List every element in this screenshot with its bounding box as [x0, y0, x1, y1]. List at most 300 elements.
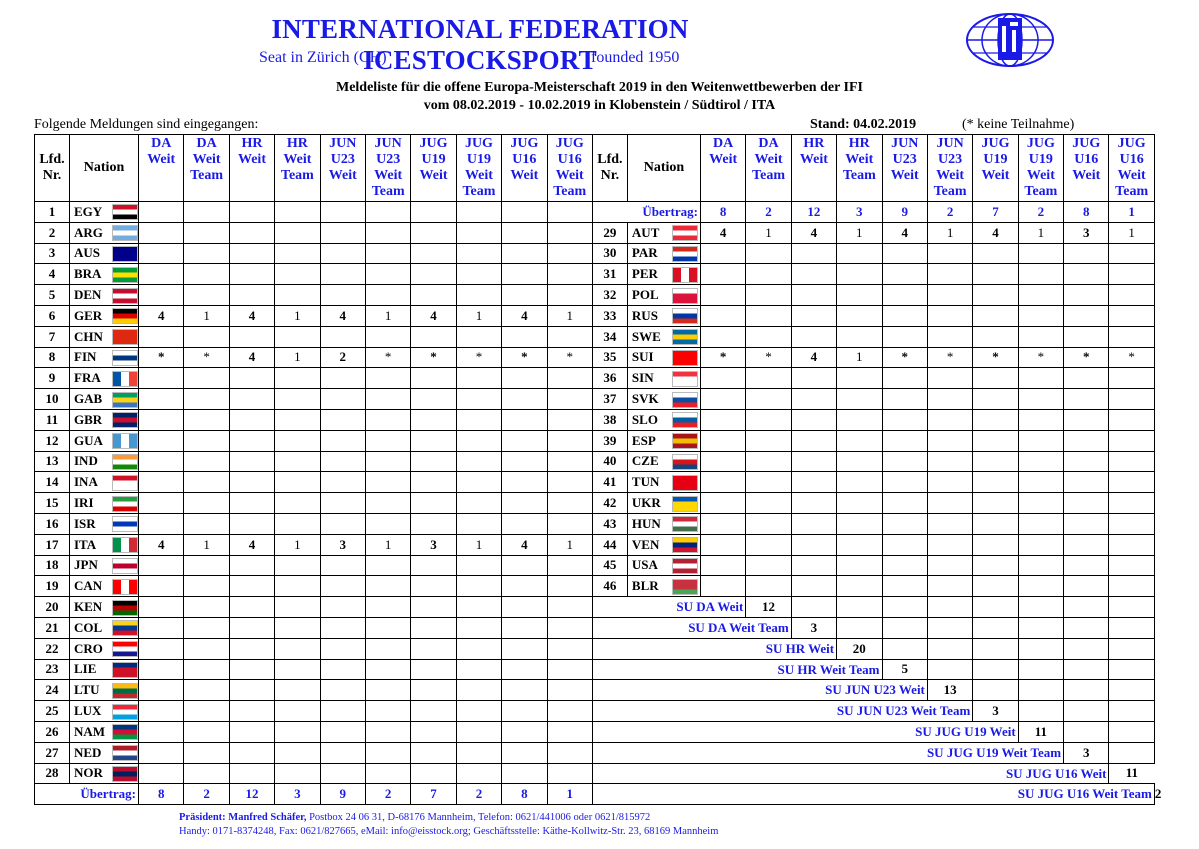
entry-cell: 1: [456, 305, 501, 326]
entry-cell: [973, 409, 1018, 430]
entry-cell: 1: [837, 347, 882, 368]
flag-cell: [670, 472, 700, 493]
entry-cell: [700, 389, 745, 410]
entry-cell: [139, 389, 184, 410]
entry-cell: [927, 285, 972, 306]
entry-cell: [229, 430, 274, 451]
footer-president-name: Präsident: Manfred Schäfer,: [179, 812, 307, 823]
flag-cell: [670, 430, 700, 451]
row-number: 29: [592, 222, 627, 243]
uebertrag-value: 12: [229, 784, 274, 805]
uebertrag-value: 2: [927, 202, 972, 223]
entry-cell: [882, 576, 927, 597]
entry-cell: [837, 513, 882, 534]
row-number: 19: [35, 576, 70, 597]
table-row: [35, 638, 1161, 659]
entry-cell: [973, 389, 1018, 410]
entry-cell: [411, 451, 456, 472]
entry-cell: [746, 409, 791, 430]
row-number: 2: [35, 222, 70, 243]
entry-cell: [184, 597, 229, 618]
summary-value: 11: [1034, 723, 1048, 739]
nation-code: NED: [70, 742, 112, 763]
nation-code: ESP: [627, 430, 670, 451]
entry-cell: [411, 617, 456, 638]
entry-cell: [229, 285, 274, 306]
left-column-header: JUG U16 Weit Team: [547, 135, 592, 202]
flag-cell: [112, 305, 139, 326]
uebertrag-value: 9: [320, 784, 365, 805]
right-column-header: JUG U19 Weit: [973, 135, 1018, 202]
pol-flag-icon: [672, 288, 698, 304]
entry-cell: [1064, 409, 1109, 430]
entry-cell: [275, 638, 320, 659]
nation-code: TUN: [627, 472, 670, 493]
entry-cell: [746, 534, 791, 555]
entry-cell: [1109, 534, 1154, 555]
uebertrag-value: 1: [1109, 202, 1154, 223]
nation-code: RUS: [627, 305, 670, 326]
entry-cell: [927, 243, 972, 264]
entry-cell: [320, 368, 365, 389]
entry-cell: *: [1018, 347, 1063, 368]
entry-cell: [184, 638, 229, 659]
entry-cell: [502, 326, 547, 347]
gbr-flag-icon: [112, 412, 138, 428]
entry-cell: [275, 659, 320, 680]
right-nation-header: Nation: [627, 135, 700, 202]
entry-cell: [456, 659, 501, 680]
empty-cell: [1064, 701, 1109, 722]
entry-cell: [275, 555, 320, 576]
entry-cell: [320, 326, 365, 347]
row-number: 6: [35, 305, 70, 326]
entry-cell: [275, 513, 320, 534]
flag-cell: [112, 368, 139, 389]
nation-code: IND: [70, 451, 112, 472]
entry-cell: [927, 430, 972, 451]
flag-cell: [112, 534, 139, 555]
nation-code: SWE: [627, 326, 670, 347]
entry-cell: [502, 555, 547, 576]
entry-cell: *: [184, 347, 229, 368]
nation-code: CRO: [70, 638, 112, 659]
row-number: 28: [35, 763, 70, 784]
right-column-header: JUG U19 Weit Team: [1018, 135, 1063, 202]
nation-code: LIE: [70, 659, 112, 680]
entry-cell: [700, 326, 745, 347]
row-number: 4: [35, 264, 70, 285]
entry-cell: [502, 430, 547, 451]
entry-cell: [927, 534, 972, 555]
entry-cell: [1064, 430, 1109, 451]
entry-cell: [456, 409, 501, 430]
entry-cell: [275, 285, 320, 306]
flag-cell: [670, 347, 700, 368]
table-row: [35, 659, 1161, 680]
entry-cell: [791, 513, 836, 534]
right-column-header: HR Weit Team: [837, 135, 882, 202]
entry-cell: [139, 680, 184, 701]
right-column-header: JUN U23 Weit Team: [927, 135, 972, 202]
entry-cell: [456, 617, 501, 638]
flag-cell: [112, 742, 139, 763]
entry-cell: [502, 264, 547, 285]
den-flag-icon: [112, 288, 138, 304]
entry-cell: [275, 576, 320, 597]
nation-code: CZE: [627, 451, 670, 472]
entry-cell: [229, 555, 274, 576]
entry-cell: [411, 409, 456, 430]
uebertrag-value: 7: [411, 784, 456, 805]
entry-cell: [502, 659, 547, 680]
empty-cell: [837, 597, 882, 618]
row-number: 27: [35, 742, 70, 763]
entry-cell: [275, 326, 320, 347]
entry-cell: [275, 597, 320, 618]
empty-cell: [1064, 680, 1109, 701]
flag-cell: [112, 264, 139, 285]
entry-cell: [365, 680, 410, 701]
summary-label: SU JUG U16 Weit: [1005, 765, 1107, 781]
entry-cell: [791, 326, 836, 347]
flag-cell: [670, 243, 700, 264]
uebertrag-value: 1: [547, 784, 592, 805]
row-number: 31: [592, 264, 627, 285]
entry-cell: [837, 243, 882, 264]
entry-cell: [229, 576, 274, 597]
flag-cell: [112, 389, 139, 410]
summary-label: SU DA Weit Team: [688, 619, 789, 635]
lux-flag-icon: [112, 704, 138, 720]
entry-cell: [502, 451, 547, 472]
entry-cell: [184, 701, 229, 722]
nation-code: PAR: [627, 243, 670, 264]
nor-flag-icon: [112, 766, 138, 782]
footer-contact: Handy: 0171-8374248, Fax: 0621/827665, eMail: info@eisstock.org; Geschäftsstelle: Käthe-Kollwitz-Str. 23, 68169 Mannheim: [179, 826, 719, 837]
empty-cell: [927, 659, 972, 680]
summary-label: SU JUN U23 Weit: [825, 682, 925, 698]
entry-cell: [456, 264, 501, 285]
entry-cell: [837, 430, 882, 451]
row-number: 13: [35, 451, 70, 472]
entry-cell: [229, 368, 274, 389]
flag-cell: [112, 680, 139, 701]
entry-cell: [927, 326, 972, 347]
flag-cell: [112, 721, 139, 742]
nation-code: VEN: [627, 534, 670, 555]
entry-cell: [365, 451, 410, 472]
entry-cell: [411, 659, 456, 680]
entry-cell: [837, 493, 882, 514]
entry-cell: [1018, 493, 1063, 514]
entry-cell: [700, 264, 745, 285]
founded-text: founded 1950: [591, 49, 680, 66]
entry-cell: [791, 493, 836, 514]
entry-cell: [320, 659, 365, 680]
entry-cell: [229, 721, 274, 742]
entry-cell: [320, 513, 365, 534]
swe-flag-icon: [672, 329, 698, 345]
entry-cell: [411, 368, 456, 389]
entry-cell: [320, 472, 365, 493]
gab-flag-icon: [112, 392, 138, 408]
entry-cell: *: [1109, 347, 1154, 368]
entry-cell: [229, 222, 274, 243]
entry-cell: [275, 742, 320, 763]
entry-cell: [456, 243, 501, 264]
entry-cell: [229, 326, 274, 347]
entry-cell: [973, 264, 1018, 285]
empty-cell: [1109, 638, 1154, 659]
entry-cell: [184, 493, 229, 514]
slo-flag-icon: [672, 412, 698, 428]
footer-president: [179, 812, 650, 823]
nation-code: POL: [627, 285, 670, 306]
nation-code: SUI: [627, 347, 670, 368]
chn-flag-icon: [112, 329, 138, 345]
entry-cell: [547, 493, 592, 514]
entry-cell: [973, 368, 1018, 389]
entry-cell: [184, 555, 229, 576]
entry-cell: [837, 472, 882, 493]
entry-cell: [837, 555, 882, 576]
entry-cell: 4: [229, 305, 274, 326]
entry-cell: [184, 285, 229, 306]
entry-cell: [547, 264, 592, 285]
nation-code: NOR: [70, 763, 112, 784]
row-number: 30: [592, 243, 627, 264]
entry-cell: 4: [139, 534, 184, 555]
summary-label-cell: [592, 721, 1018, 742]
ltu-flag-icon: [112, 683, 138, 699]
entry-cell: [700, 493, 745, 514]
entry-cell: [502, 597, 547, 618]
entry-cell: [791, 409, 836, 430]
table-row: [35, 305, 1161, 326]
entry-cell: [700, 513, 745, 534]
flag-cell: [112, 597, 139, 618]
entry-cell: [411, 285, 456, 306]
entry-cell: [1064, 285, 1109, 306]
row-number: 10: [35, 389, 70, 410]
entry-cell: [1018, 285, 1063, 306]
entry-cell: [1064, 368, 1109, 389]
entry-cell: [746, 264, 791, 285]
empty-cell: [1018, 701, 1063, 722]
entry-cell: [365, 326, 410, 347]
entry-cell: 4: [791, 347, 836, 368]
left-nr-header: Lfd. Nr.: [35, 135, 70, 202]
empty-cell: [1064, 721, 1109, 742]
entry-cell: [365, 368, 410, 389]
flag-cell: [112, 763, 139, 784]
can-flag-icon: [112, 579, 138, 595]
entry-cell: [139, 742, 184, 763]
entry-cell: [184, 389, 229, 410]
row-number: 45: [592, 555, 627, 576]
entry-cell: [547, 285, 592, 306]
cro-flag-icon: [112, 641, 138, 657]
row-number: 11: [35, 409, 70, 430]
entry-cell: 3: [1064, 222, 1109, 243]
entry-cell: [882, 555, 927, 576]
entry-cell: [275, 368, 320, 389]
entry-cell: [700, 576, 745, 597]
intro-text: Folgende Meldungen sind eingegangen:: [34, 117, 259, 132]
entry-cell: [547, 389, 592, 410]
entry-cell: 4: [411, 305, 456, 326]
entry-cell: [365, 742, 410, 763]
row-number: 40: [592, 451, 627, 472]
ven-flag-icon: [672, 537, 698, 553]
entry-cell: [882, 285, 927, 306]
row-number: 41: [592, 472, 627, 493]
table-row: [35, 326, 1161, 347]
flag-cell: [670, 409, 700, 430]
uebertrag-value: 2: [1018, 202, 1063, 223]
entry-cell: [837, 285, 882, 306]
entry-cell: [1109, 513, 1154, 534]
table-row: [35, 597, 1161, 618]
entry-cell: [1109, 555, 1154, 576]
per-flag-icon: [672, 267, 698, 283]
entry-cell: [1064, 305, 1109, 326]
row-number: 7: [35, 326, 70, 347]
entry-cell: [547, 430, 592, 451]
entry-cell: [456, 430, 501, 451]
summary-value: 3: [1083, 744, 1090, 760]
nation-code: CHN: [70, 326, 112, 347]
entry-cell: [502, 763, 547, 784]
entry-cell: [275, 451, 320, 472]
empty-cell: [1064, 617, 1109, 638]
entry-cell: [139, 430, 184, 451]
row-number: 37: [592, 389, 627, 410]
entry-cell: [320, 617, 365, 638]
sui-flag-icon: [672, 350, 698, 366]
entry-cell: [927, 409, 972, 430]
entry-cell: 1: [547, 305, 592, 326]
entry-cell: [275, 721, 320, 742]
uebertrag-value: 8: [502, 784, 547, 805]
summary-label-cell: [592, 617, 791, 638]
summary-value: 12: [762, 599, 776, 615]
entry-cell: [184, 513, 229, 534]
entry-cell: [139, 202, 184, 223]
entry-cell: [365, 389, 410, 410]
nation-code: BLR: [627, 576, 670, 597]
aus-flag-icon: [112, 246, 138, 262]
entry-cell: 1: [547, 534, 592, 555]
entry-cell: [1109, 493, 1154, 514]
empty-cell: [1109, 617, 1154, 638]
entry-cell: 4: [700, 222, 745, 243]
entry-cell: [502, 222, 547, 243]
entry-cell: [320, 202, 365, 223]
entry-cell: *: [746, 347, 791, 368]
table-row: [35, 513, 1161, 534]
uebertrag-value: 9: [882, 202, 927, 223]
row-number: 18: [35, 555, 70, 576]
row-number: 24: [35, 680, 70, 701]
entry-cell: [411, 701, 456, 722]
entry-cell: [837, 576, 882, 597]
entry-cell: [547, 638, 592, 659]
summary-label: SU JUG U16 Weit Team: [1017, 786, 1152, 802]
entry-cell: [184, 368, 229, 389]
entry-cell: 4: [502, 534, 547, 555]
table-row: [35, 721, 1161, 742]
entry-cell: 1: [184, 534, 229, 555]
aut-flag-icon: [672, 225, 698, 241]
entry-cell: [365, 617, 410, 638]
entry-cell: [365, 264, 410, 285]
summary-value: 20: [852, 640, 866, 656]
empty-cell: [1109, 721, 1154, 742]
flag-cell: [670, 534, 700, 555]
row-number: 38: [592, 409, 627, 430]
row-number: 3: [35, 243, 70, 264]
esp-flag-icon: [672, 433, 698, 449]
table-row: [35, 202, 1161, 223]
entry-cell: [411, 493, 456, 514]
entry-cell: [882, 305, 927, 326]
left-column-header: JUN U23 Weit Team: [365, 135, 410, 202]
entry-cell: [365, 513, 410, 534]
entry-cell: [837, 264, 882, 285]
entry-cell: [791, 305, 836, 326]
entry-cell: [700, 368, 745, 389]
uebertrag-value: 3: [275, 784, 320, 805]
entry-cell: [411, 222, 456, 243]
entry-cell: [1064, 513, 1109, 534]
entry-cell: [1018, 430, 1063, 451]
uebertrag-value: 8: [139, 784, 184, 805]
entry-cell: [927, 389, 972, 410]
subtitle-event: Meldeliste für die offene Europa-Meisterschaft 2019 in den Weitenwettbewerben der IFI: [335, 80, 863, 95]
entry-cell: [973, 451, 1018, 472]
flag-cell: [112, 701, 139, 722]
nation-code: KEN: [70, 597, 112, 618]
row-number: 42: [592, 493, 627, 514]
entry-cell: [365, 555, 410, 576]
entry-cell: [1109, 285, 1154, 306]
entry-cell: [456, 285, 501, 306]
entry-cell: [882, 409, 927, 430]
nation-code: SVK: [627, 389, 670, 410]
entry-cell: [411, 721, 456, 742]
entry-cell: [456, 638, 501, 659]
entry-cell: 1: [1109, 222, 1154, 243]
entry-cell: [927, 264, 972, 285]
row-number: 25: [35, 701, 70, 722]
entry-cell: [547, 701, 592, 722]
entry-cell: [275, 264, 320, 285]
table-row: [35, 784, 1161, 805]
table-row: [35, 701, 1161, 722]
entry-cell: [411, 472, 456, 493]
nation-code: DEN: [70, 285, 112, 306]
entry-cell: [365, 721, 410, 742]
summary-label: SU JUG U19 Weit Team: [926, 744, 1062, 760]
entry-cell: [973, 305, 1018, 326]
entry-cell: [791, 285, 836, 306]
entry-cell: [502, 493, 547, 514]
entry-cell: [275, 617, 320, 638]
ukr-flag-icon: [672, 496, 698, 512]
entry-cell: *: [927, 347, 972, 368]
